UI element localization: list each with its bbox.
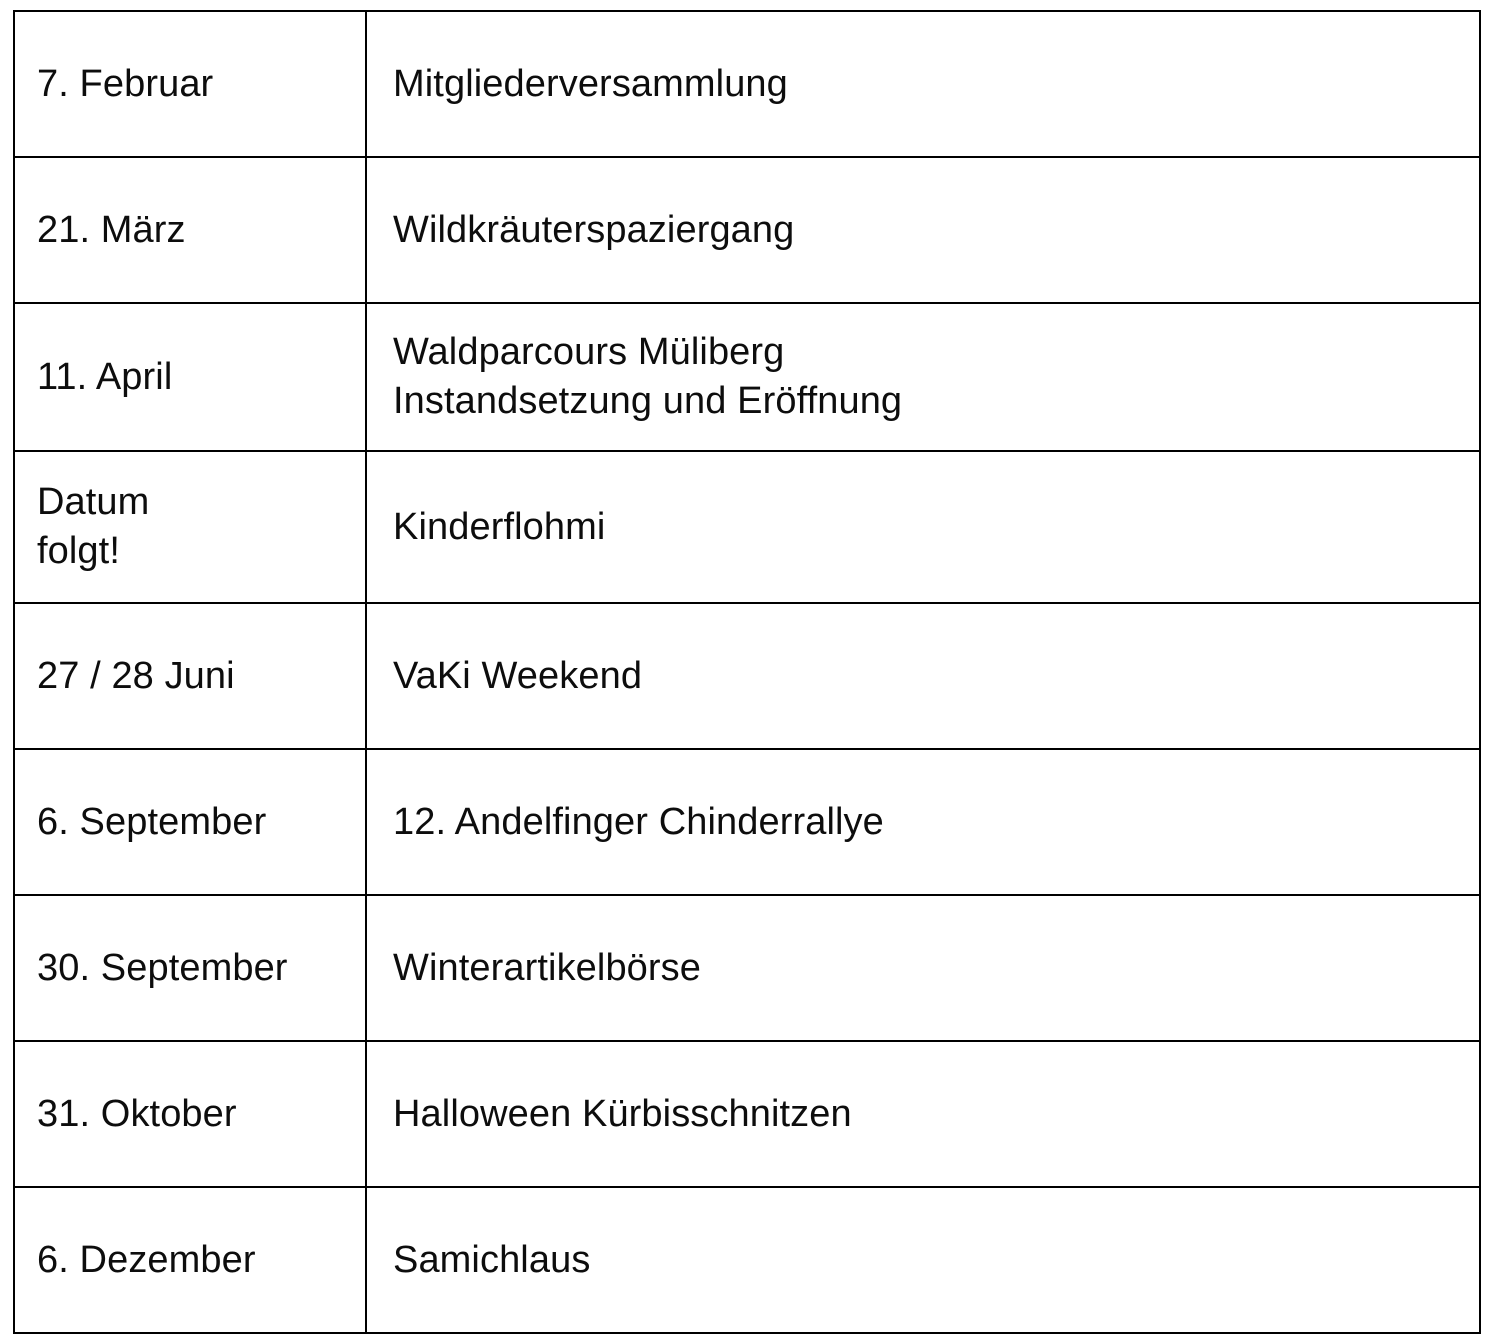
table-row	[14, 11, 1480, 157]
row-event-line2: Instandsetzung und Eröffnung	[393, 380, 903, 422]
row-date	[14, 451, 366, 603]
row-date: 6. Dezember	[14, 1187, 366, 1333]
row-date: 21. März	[14, 157, 366, 303]
table-row	[14, 895, 1480, 1041]
schedule-table	[13, 10, 1481, 1334]
row-date: 30. September	[14, 895, 366, 1041]
row-date: 6. September	[14, 749, 366, 895]
table-row	[14, 1041, 1480, 1187]
row-event	[366, 303, 1480, 451]
table-row	[14, 749, 1480, 895]
row-date-line2: folgt!	[37, 530, 120, 572]
row-date: 27 / 28 Juni	[14, 603, 366, 749]
row-event: Samichlaus	[366, 1187, 1480, 1333]
row-date: 7. Februar	[14, 11, 366, 157]
row-date-line1: Datum	[37, 481, 150, 524]
row-event: Kinderflohmi	[366, 451, 1480, 603]
row-event: Winterartikelbörse	[366, 895, 1480, 1041]
table-row	[14, 1187, 1480, 1333]
row-event: Mitgliederversammlung	[366, 11, 1480, 157]
row-date: 31. Oktober	[14, 1041, 366, 1187]
table-row	[14, 157, 1480, 303]
row-event: 12. Andelfinger Chinderrallye	[366, 749, 1480, 895]
row-event: VaKi Weekend	[366, 603, 1480, 749]
table-row	[14, 303, 1480, 451]
row-event: Wildkräuterspaziergang	[366, 157, 1480, 303]
table-row	[14, 603, 1480, 749]
row-date: 11. April	[14, 303, 366, 451]
row-event-line1: Waldparcours Müliberg	[393, 331, 785, 374]
row-event: Halloween Kürbisschnitzen	[366, 1041, 1480, 1187]
table-row	[14, 451, 1480, 603]
